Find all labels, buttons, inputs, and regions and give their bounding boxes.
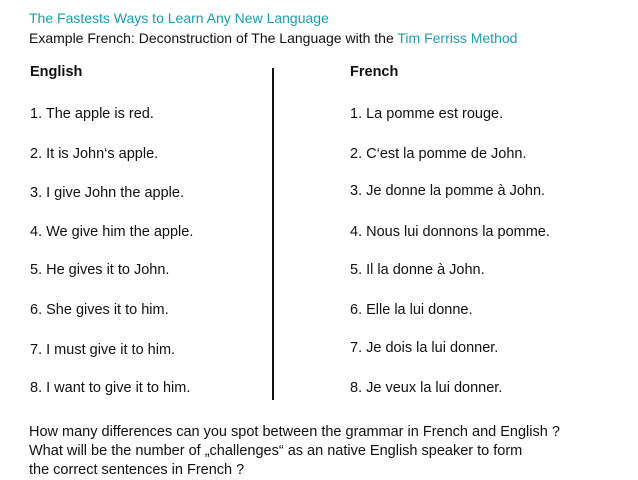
english-sentence-6: 6. She gives it to him. bbox=[30, 302, 169, 318]
english-column-header: English bbox=[30, 64, 83, 80]
french-sentence-7: 7. Je dois la lui donner. bbox=[350, 340, 499, 356]
question-line-3: the correct sentences in French ? bbox=[29, 462, 245, 478]
french-sentence-2: 2. C‘est la pomme de John. bbox=[350, 146, 527, 162]
tim-ferriss-link[interactable]: Tim Ferriss Method bbox=[397, 30, 518, 46]
english-sentence-3: 3. I give John the apple. bbox=[30, 185, 184, 201]
french-sentence-6: 6. Elle la lui donne. bbox=[350, 302, 473, 318]
french-sentence-8: 8. Je veux la lui donner. bbox=[350, 380, 503, 396]
french-sentence-4: 4. Nous lui donnons la pomme. bbox=[350, 224, 550, 240]
page-title: The Fastests Ways to Learn Any New Language bbox=[29, 10, 329, 26]
english-sentence-8: 8. I want to give it to him. bbox=[30, 380, 191, 396]
question-block bbox=[29, 423, 560, 480]
question-line-1: How many differences can you spot between the grammar in French and English ? bbox=[29, 424, 560, 440]
subtitle-text: Example French: Deconstruction of The Language with the bbox=[29, 30, 398, 46]
page-subtitle bbox=[29, 30, 517, 46]
english-sentence-4: 4. We give him the apple. bbox=[30, 224, 194, 240]
french-sentence-5: 5. Il la donne à John. bbox=[350, 262, 485, 278]
column-divider bbox=[272, 68, 274, 400]
english-sentence-1: 1. The apple is red. bbox=[30, 106, 154, 122]
english-sentence-2: 2. It is John‘s apple. bbox=[30, 146, 159, 162]
english-sentence-5: 5. He gives it to John. bbox=[30, 262, 170, 278]
french-sentence-3: 3. Je donne la pomme à John. bbox=[350, 183, 546, 199]
english-sentence-7: 7. I must give it to him. bbox=[30, 342, 176, 358]
french-column-header: French bbox=[350, 64, 399, 80]
french-sentence-1: 1. La pomme est rouge. bbox=[350, 106, 504, 122]
question-line-2: What will be the number of „challenges“ as an native English speaker to form bbox=[29, 443, 523, 459]
